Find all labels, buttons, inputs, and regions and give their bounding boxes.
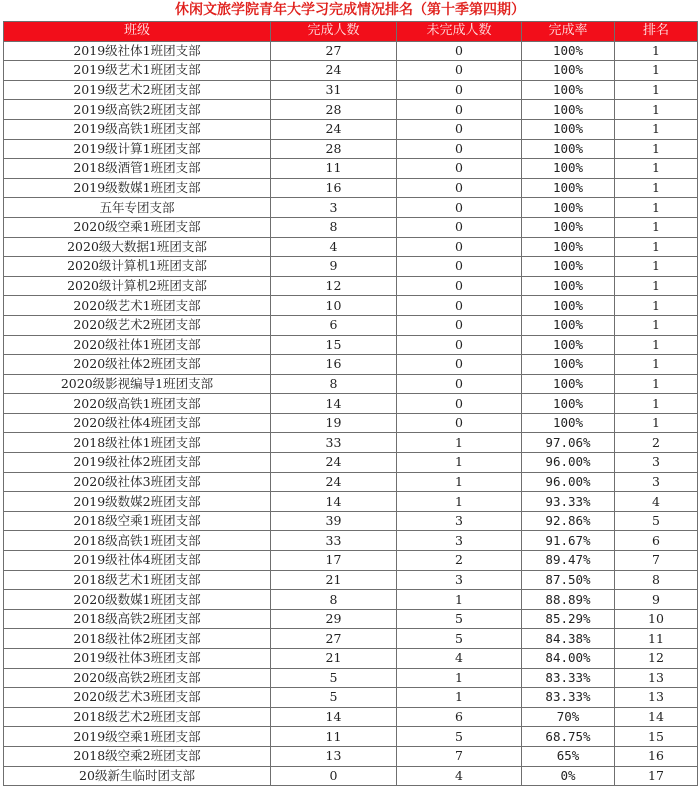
- table-row: [4, 570, 698, 590]
- cell-completion-rate: 100%: [522, 394, 615, 414]
- cell-completed: 33: [271, 433, 397, 453]
- cell-class: 2020级计算机2班团支部: [4, 276, 271, 296]
- cell-completion-rate: 100%: [522, 41, 615, 61]
- cell-completion-rate: 70%: [522, 707, 615, 727]
- cell-class: 2020级社体1班团支部: [4, 335, 271, 355]
- column-header-completed: 完成人数: [271, 22, 397, 42]
- cell-class: 2018级酒管1班团支部: [4, 159, 271, 179]
- cell-rank: 1: [615, 413, 698, 433]
- cell-class: 2019级社体2班团支部: [4, 453, 271, 473]
- cell-class: 2019级数媒1班团支部: [4, 178, 271, 198]
- table-row: [4, 531, 698, 551]
- cell-completed: 21: [271, 649, 397, 669]
- cell-class: 2020级空乘1班团支部: [4, 217, 271, 237]
- cell-not-completed: 0: [397, 335, 522, 355]
- cell-rank: 2: [615, 433, 698, 453]
- table-body: [4, 41, 698, 786]
- cell-not-completed: 0: [397, 119, 522, 139]
- cell-rank: 1: [615, 159, 698, 179]
- cell-completed: 11: [271, 159, 397, 179]
- cell-completion-rate: 100%: [522, 276, 615, 296]
- cell-rank: 16: [615, 746, 698, 766]
- cell-completion-rate: 100%: [522, 61, 615, 81]
- cell-class: 2018级艺术2班团支部: [4, 707, 271, 727]
- cell-rank: 6: [615, 531, 698, 551]
- cell-completed: 29: [271, 609, 397, 629]
- table-row: [4, 198, 698, 218]
- table-row: [4, 688, 698, 708]
- cell-completion-rate: 65%: [522, 746, 615, 766]
- cell-completed: 3: [271, 198, 397, 218]
- table-row: [4, 237, 698, 257]
- cell-completion-rate: 96.00%: [522, 453, 615, 473]
- cell-completed: 14: [271, 492, 397, 512]
- cell-completion-rate: 83.33%: [522, 668, 615, 688]
- cell-rank: 7: [615, 551, 698, 571]
- cell-not-completed: 3: [397, 511, 522, 531]
- cell-not-completed: 1: [397, 472, 522, 492]
- cell-class: 2019级空乘1班团支部: [4, 727, 271, 747]
- cell-completed: 13: [271, 746, 397, 766]
- cell-not-completed: 0: [397, 257, 522, 277]
- cell-class: 2019级社体3班团支部: [4, 649, 271, 669]
- table-row: [4, 178, 698, 198]
- table-row: [4, 394, 698, 414]
- cell-completed: 16: [271, 355, 397, 375]
- cell-completed: 28: [271, 100, 397, 120]
- cell-rank: 1: [615, 394, 698, 414]
- table-row: [4, 61, 698, 81]
- cell-rank: 1: [615, 374, 698, 394]
- cell-not-completed: 4: [397, 766, 522, 786]
- cell-completion-rate: 100%: [522, 217, 615, 237]
- cell-completion-rate: 100%: [522, 296, 615, 316]
- cell-not-completed: 3: [397, 531, 522, 551]
- cell-rank: 1: [615, 217, 698, 237]
- cell-rank: 1: [615, 41, 698, 61]
- cell-completed: 15: [271, 335, 397, 355]
- cell-completed: 19: [271, 413, 397, 433]
- cell-completed: 14: [271, 394, 397, 414]
- table-row: [4, 433, 698, 453]
- table-row: [4, 355, 698, 375]
- cell-rank: 1: [615, 296, 698, 316]
- table-row: [4, 159, 698, 179]
- cell-completion-rate: 97.06%: [522, 433, 615, 453]
- cell-completed: 17: [271, 551, 397, 571]
- cell-completed: 8: [271, 590, 397, 610]
- cell-class: 2019级社体1班团支部: [4, 41, 271, 61]
- table-row: [4, 217, 698, 237]
- cell-rank: 14: [615, 707, 698, 727]
- cell-completion-rate: 100%: [522, 335, 615, 355]
- cell-class: 2020级计算机1班团支部: [4, 257, 271, 277]
- column-header-class: 班级: [4, 22, 271, 42]
- table-row: [4, 41, 698, 61]
- cell-rank: 10: [615, 609, 698, 629]
- cell-completion-rate: 87.50%: [522, 570, 615, 590]
- cell-completion-rate: 0%: [522, 766, 615, 786]
- cell-completion-rate: 84.00%: [522, 649, 615, 669]
- cell-rank: 1: [615, 139, 698, 159]
- cell-rank: 1: [615, 237, 698, 257]
- cell-class: 2019级社体4班团支部: [4, 551, 271, 571]
- cell-not-completed: 2: [397, 551, 522, 571]
- cell-class: 2020级影视编导1班团支部: [4, 374, 271, 394]
- cell-not-completed: 0: [397, 276, 522, 296]
- cell-completion-rate: 100%: [522, 139, 615, 159]
- cell-completed: 24: [271, 472, 397, 492]
- cell-completed: 28: [271, 139, 397, 159]
- cell-rank: 1: [615, 257, 698, 277]
- cell-completed: 24: [271, 119, 397, 139]
- cell-rank: 17: [615, 766, 698, 786]
- cell-rank: 1: [615, 100, 698, 120]
- table-row: [4, 296, 698, 316]
- cell-class: 2020级高铁2班团支部: [4, 668, 271, 688]
- table-row: [4, 335, 698, 355]
- cell-not-completed: 0: [397, 355, 522, 375]
- cell-not-completed: 5: [397, 609, 522, 629]
- table-row: [4, 707, 698, 727]
- cell-rank: 13: [615, 688, 698, 708]
- table-row: [4, 374, 698, 394]
- cell-completed: 4: [271, 237, 397, 257]
- cell-completed: 5: [271, 668, 397, 688]
- cell-rank: 3: [615, 472, 698, 492]
- cell-completion-rate: 92.86%: [522, 511, 615, 531]
- table-row: [4, 609, 698, 629]
- cell-not-completed: 0: [397, 61, 522, 81]
- cell-class: 2019级艺术1班团支部: [4, 61, 271, 81]
- cell-not-completed: 0: [397, 178, 522, 198]
- cell-rank: 1: [615, 315, 698, 335]
- cell-completion-rate: 100%: [522, 178, 615, 198]
- cell-completion-rate: 100%: [522, 237, 615, 257]
- cell-not-completed: 0: [397, 237, 522, 257]
- cell-not-completed: 6: [397, 707, 522, 727]
- cell-not-completed: 0: [397, 217, 522, 237]
- cell-not-completed: 0: [397, 100, 522, 120]
- table-row: [4, 629, 698, 649]
- cell-completion-rate: 100%: [522, 119, 615, 139]
- table-row: [4, 511, 698, 531]
- page-title: 休闲文旅学院青年大学习完成情况排名（第十季第四期）: [175, 2, 525, 18]
- cell-not-completed: 1: [397, 688, 522, 708]
- cell-not-completed: 0: [397, 139, 522, 159]
- cell-not-completed: 0: [397, 315, 522, 335]
- cell-completed: 12: [271, 276, 397, 296]
- cell-completion-rate: 100%: [522, 198, 615, 218]
- cell-class: 2018级空乘1班团支部: [4, 511, 271, 531]
- cell-rank: 1: [615, 80, 698, 100]
- cell-class: 2019级艺术2班团支部: [4, 80, 271, 100]
- cell-completion-rate: 93.33%: [522, 492, 615, 512]
- cell-class: 2019级数媒2班团支部: [4, 492, 271, 512]
- cell-not-completed: 0: [397, 80, 522, 100]
- table-row: [4, 100, 698, 120]
- cell-not-completed: 5: [397, 629, 522, 649]
- cell-completed: 8: [271, 374, 397, 394]
- cell-class: 2020级高铁1班团支部: [4, 394, 271, 414]
- cell-not-completed: 0: [397, 198, 522, 218]
- table-row: [4, 257, 698, 277]
- cell-not-completed: 0: [397, 374, 522, 394]
- cell-class: 2020级社体2班团支部: [4, 355, 271, 375]
- cell-completed: 11: [271, 727, 397, 747]
- cell-class: 2018级艺术1班团支部: [4, 570, 271, 590]
- cell-completion-rate: 100%: [522, 80, 615, 100]
- cell-rank: 13: [615, 668, 698, 688]
- cell-completed: 10: [271, 296, 397, 316]
- cell-class: 2018级高铁1班团支部: [4, 531, 271, 551]
- cell-not-completed: 1: [397, 492, 522, 512]
- cell-completion-rate: 100%: [522, 413, 615, 433]
- cell-rank: 1: [615, 178, 698, 198]
- cell-class: 20级新生临时团支部: [4, 766, 271, 786]
- cell-rank: 9: [615, 590, 698, 610]
- cell-class: 2018级空乘2班团支部: [4, 746, 271, 766]
- ranking-table: [3, 21, 698, 786]
- cell-completed: 6: [271, 315, 397, 335]
- cell-completion-rate: 100%: [522, 100, 615, 120]
- cell-class: 2019级高铁1班团支部: [4, 119, 271, 139]
- cell-completed: 31: [271, 80, 397, 100]
- cell-not-completed: 4: [397, 649, 522, 669]
- cell-completion-rate: 100%: [522, 159, 615, 179]
- cell-completion-rate: 84.38%: [522, 629, 615, 649]
- cell-not-completed: 0: [397, 394, 522, 414]
- column-header-completion-rate: 完成率: [522, 22, 615, 42]
- table-row: [4, 727, 698, 747]
- table-row: [4, 315, 698, 335]
- cell-rank: 5: [615, 511, 698, 531]
- cell-rank: 8: [615, 570, 698, 590]
- table-row: [4, 590, 698, 610]
- cell-completion-rate: 68.75%: [522, 727, 615, 747]
- cell-rank: 11: [615, 629, 698, 649]
- table-row: [4, 472, 698, 492]
- cell-rank: 1: [615, 355, 698, 375]
- cell-completion-rate: 100%: [522, 315, 615, 335]
- cell-rank: 1: [615, 119, 698, 139]
- cell-class: 2020级大数据1班团支部: [4, 237, 271, 257]
- cell-class: 2018级社体1班团支部: [4, 433, 271, 453]
- cell-not-completed: 1: [397, 668, 522, 688]
- cell-not-completed: 1: [397, 433, 522, 453]
- cell-completion-rate: 83.33%: [522, 688, 615, 708]
- table-row: [4, 413, 698, 433]
- table-row: [4, 492, 698, 512]
- table-row: [4, 766, 698, 786]
- cell-completed: 27: [271, 41, 397, 61]
- cell-class: 2020级艺术3班团支部: [4, 688, 271, 708]
- cell-class: 2020级数媒1班团支部: [4, 590, 271, 610]
- cell-completed: 8: [271, 217, 397, 237]
- table-row: [4, 649, 698, 669]
- cell-not-completed: 0: [397, 159, 522, 179]
- cell-completed: 16: [271, 178, 397, 198]
- table-row: [4, 119, 698, 139]
- cell-completed: 14: [271, 707, 397, 727]
- cell-class: 2019级计算1班团支部: [4, 139, 271, 159]
- cell-class: 2020级社体3班团支部: [4, 472, 271, 492]
- table-row: [4, 551, 698, 571]
- cell-completed: 5: [271, 688, 397, 708]
- cell-rank: 4: [615, 492, 698, 512]
- cell-not-completed: 0: [397, 41, 522, 61]
- cell-completed: 24: [271, 453, 397, 473]
- cell-not-completed: 1: [397, 453, 522, 473]
- cell-completed: 27: [271, 629, 397, 649]
- cell-completion-rate: 91.67%: [522, 531, 615, 551]
- cell-not-completed: 1: [397, 590, 522, 610]
- table-row: [4, 139, 698, 159]
- column-header-rank: 排名: [615, 22, 698, 42]
- cell-completion-rate: 85.29%: [522, 609, 615, 629]
- cell-completion-rate: 89.47%: [522, 551, 615, 571]
- cell-class: 五年专团支部: [4, 198, 271, 218]
- cell-completed: 0: [271, 766, 397, 786]
- cell-completion-rate: 96.00%: [522, 472, 615, 492]
- cell-completion-rate: 88.89%: [522, 590, 615, 610]
- table-row: [4, 746, 698, 766]
- cell-completed: 33: [271, 531, 397, 551]
- cell-rank: 3: [615, 453, 698, 473]
- column-header-not-completed: 未完成人数: [397, 22, 522, 42]
- cell-rank: 1: [615, 335, 698, 355]
- table-row: [4, 276, 698, 296]
- cell-completion-rate: 100%: [522, 355, 615, 375]
- cell-completed: 39: [271, 511, 397, 531]
- cell-class: 2020级艺术1班团支部: [4, 296, 271, 316]
- cell-completed: 21: [271, 570, 397, 590]
- cell-completion-rate: 100%: [522, 257, 615, 277]
- cell-not-completed: 0: [397, 296, 522, 316]
- cell-class: 2020级艺术2班团支部: [4, 315, 271, 335]
- cell-completion-rate: 100%: [522, 374, 615, 394]
- cell-class: 2018级高铁2班团支部: [4, 609, 271, 629]
- table-row: [4, 80, 698, 100]
- cell-not-completed: 0: [397, 413, 522, 433]
- cell-class: 2019级高铁2班团支部: [4, 100, 271, 120]
- cell-not-completed: 5: [397, 727, 522, 747]
- cell-rank: 12: [615, 649, 698, 669]
- cell-rank: 1: [615, 198, 698, 218]
- cell-rank: 15: [615, 727, 698, 747]
- table-row: [4, 453, 698, 473]
- cell-not-completed: 3: [397, 570, 522, 590]
- cell-completed: 9: [271, 257, 397, 277]
- cell-class: 2018级社体2班团支部: [4, 629, 271, 649]
- cell-rank: 1: [615, 61, 698, 81]
- cell-rank: 1: [615, 276, 698, 296]
- cell-completed: 24: [271, 61, 397, 81]
- table-row: [4, 668, 698, 688]
- table-header-row: [4, 22, 698, 42]
- cell-not-completed: 7: [397, 746, 522, 766]
- cell-class: 2020级社体4班团支部: [4, 413, 271, 433]
